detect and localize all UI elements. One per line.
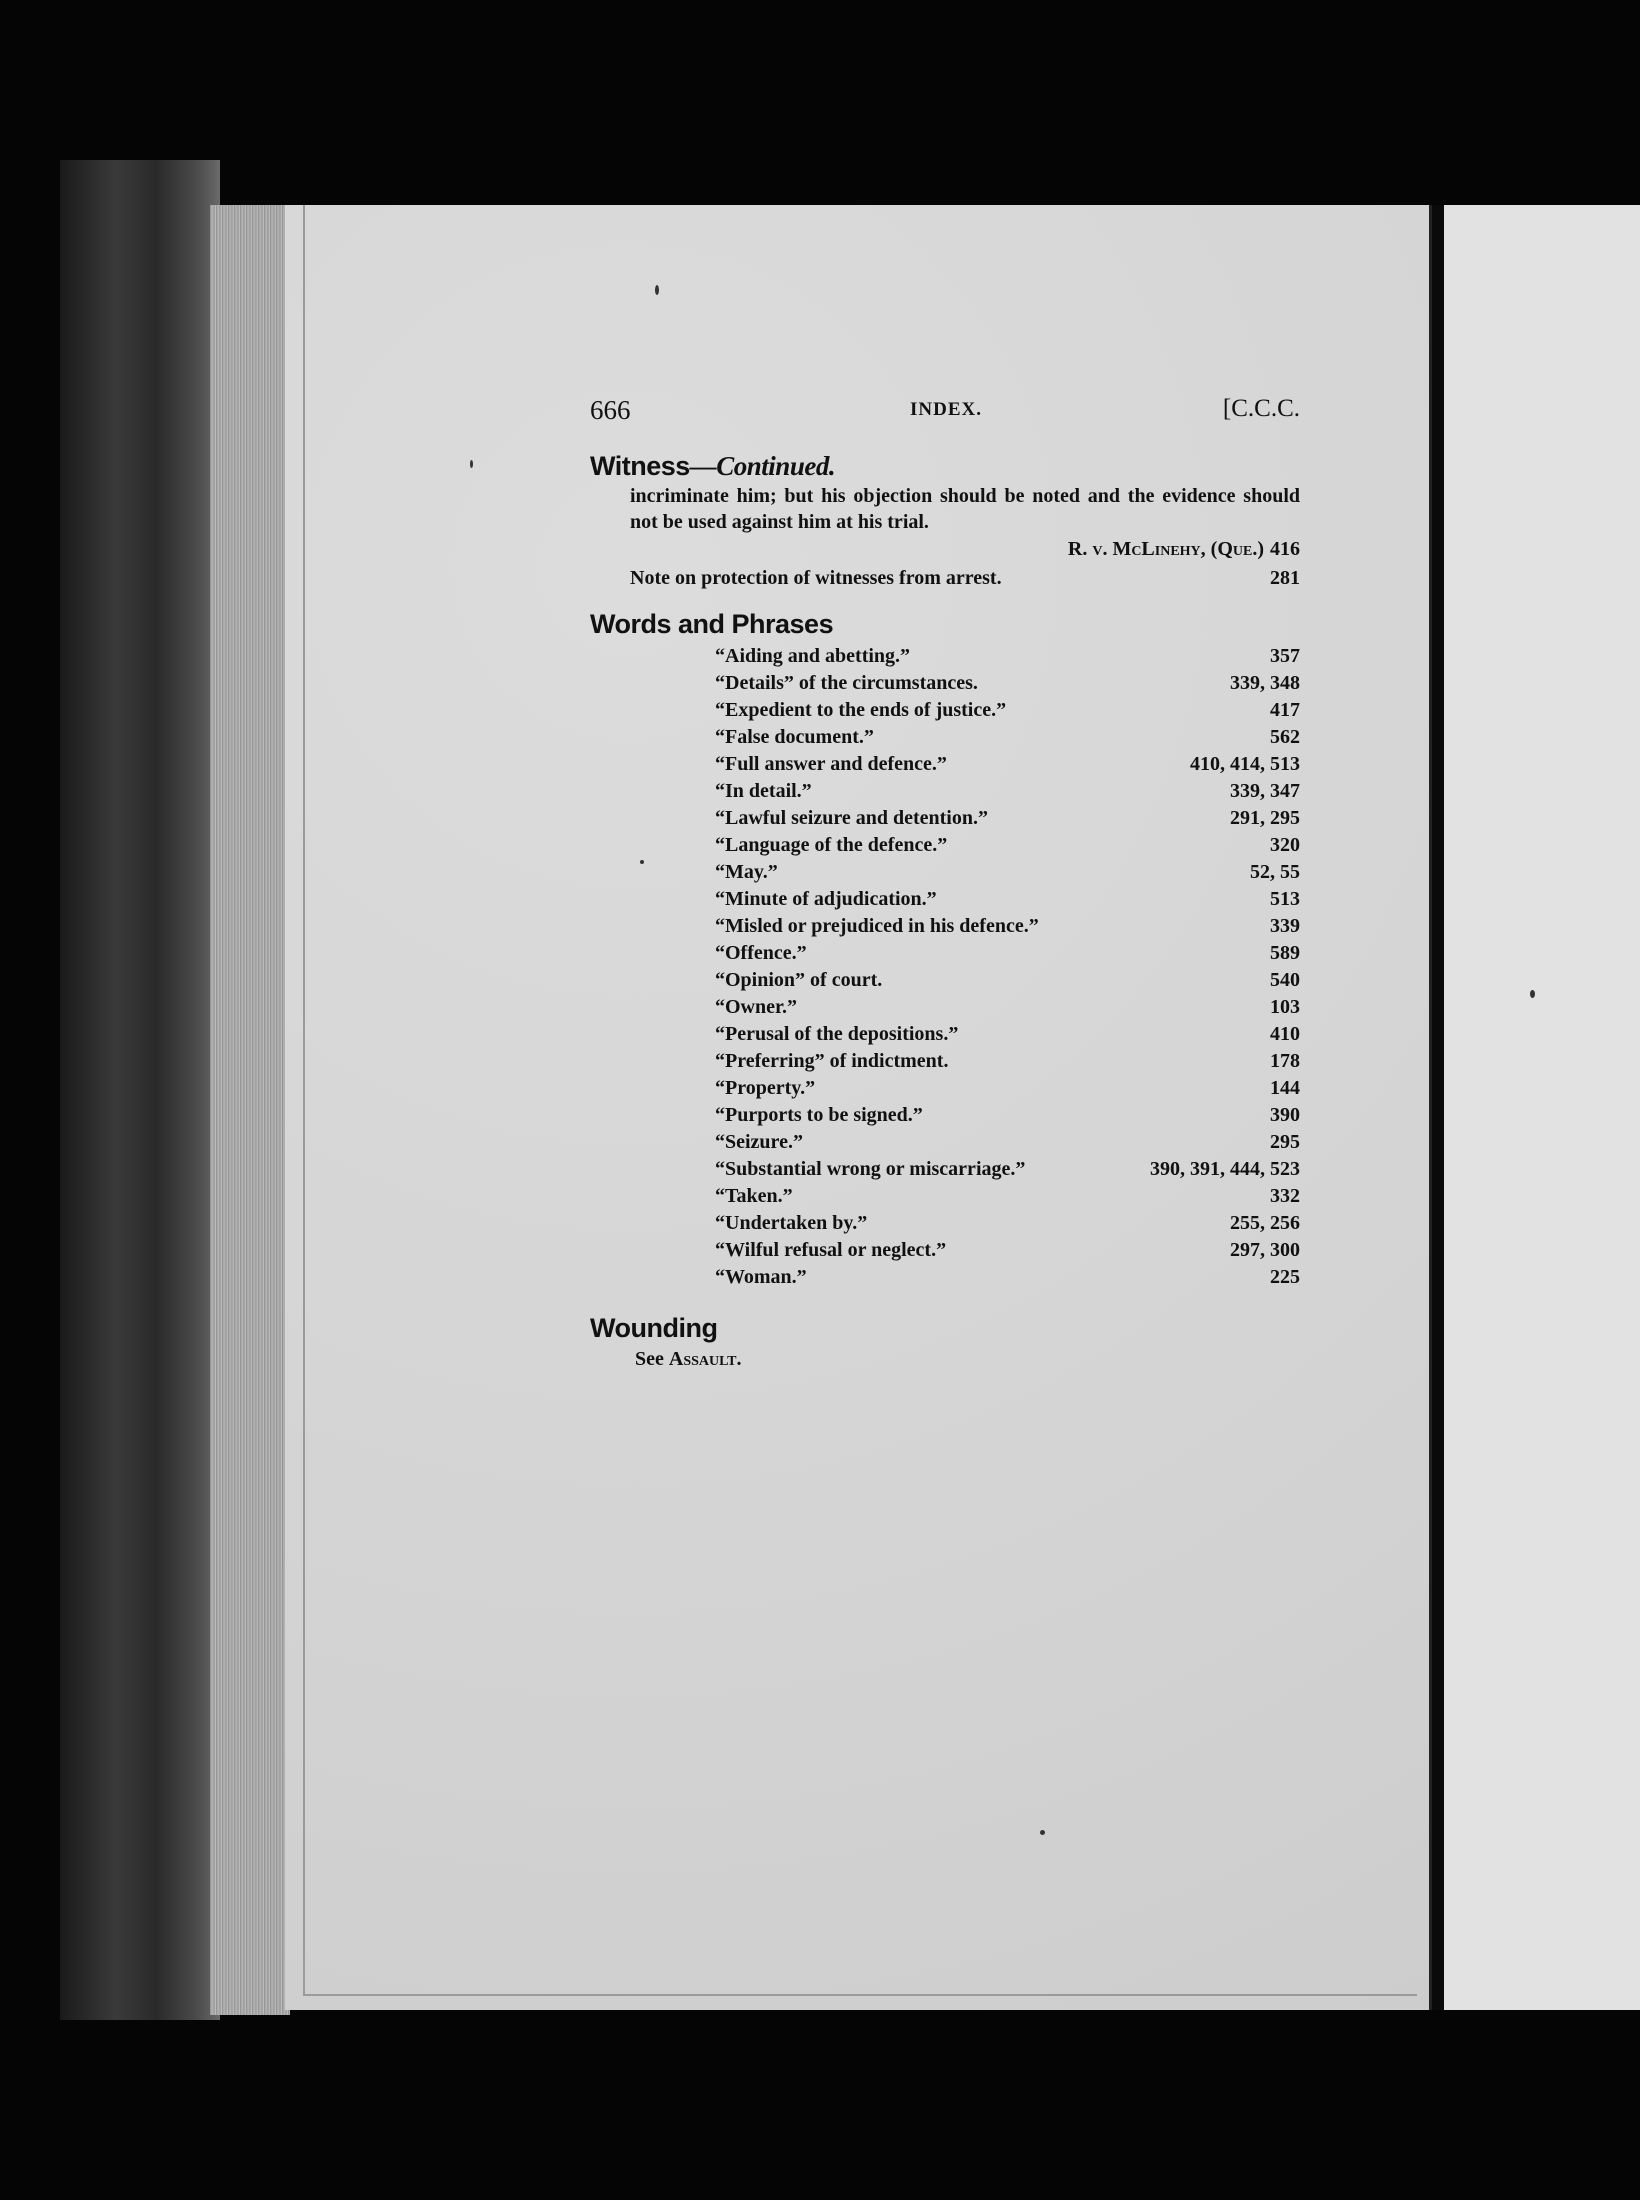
- phrase-text: “Language of the defence.”: [715, 834, 948, 856]
- phrase-entry: [715, 1129, 1300, 1156]
- phrase-pages: 417: [1270, 699, 1300, 721]
- facing-page: [1444, 205, 1640, 2010]
- phrase-entry: [715, 643, 1300, 670]
- phrase-entry: [715, 778, 1300, 805]
- see-reference: [635, 1345, 1300, 1373]
- page-number: 666: [590, 395, 631, 425]
- phrase-pages: 103: [1270, 996, 1300, 1018]
- phrase-text: “Property.”: [715, 1077, 816, 1099]
- case-citation: [590, 535, 1300, 563]
- phrase-entry: [715, 886, 1300, 913]
- phrase-text: “Minute of adjudication.”: [715, 888, 937, 910]
- phrase-text: “Woman.”: [715, 1266, 807, 1288]
- series-abbreviation: [C.C.C.: [1222, 395, 1300, 422]
- phrase-entry: [715, 1075, 1300, 1102]
- phrase-pages: 225: [1270, 1266, 1300, 1288]
- phrase-pages: 332: [1270, 1185, 1300, 1207]
- phrase-text: “In detail.”: [715, 780, 812, 802]
- phrase-pages: 255, 256: [1230, 1212, 1300, 1234]
- note-page: 281: [1270, 567, 1300, 589]
- phrase-entry: [715, 724, 1300, 751]
- phrase-entry: [715, 751, 1300, 778]
- phrase-text: “May.”: [715, 861, 778, 883]
- book-cover-edge: [60, 160, 220, 2020]
- phrase-text: “Misled or prejudiced in his defence.”: [715, 915, 1039, 937]
- scan-speck: [470, 460, 473, 468]
- phrase-entry: [715, 1102, 1300, 1129]
- phrase-entry: [715, 1156, 1300, 1183]
- phrase-text: “Substantial wrong or miscarriage.”: [715, 1158, 1026, 1180]
- phrase-entry: [715, 994, 1300, 1021]
- note-entry: [630, 563, 1300, 593]
- phrase-pages: 390: [1270, 1104, 1300, 1126]
- case-page: 416: [1270, 538, 1300, 560]
- phrase-text: “False document.”: [715, 726, 874, 748]
- phrase-entry: [715, 1048, 1300, 1075]
- phrase-text: “Details” of the circumstances.: [715, 672, 978, 694]
- witness-heading-label: Witness: [590, 451, 690, 481]
- scan-speck: [1530, 990, 1535, 998]
- phrase-pages: 540: [1270, 969, 1300, 991]
- phrase-pages: 52, 55: [1250, 861, 1300, 883]
- phrase-text: “Expedient to the ends of justice.”: [715, 699, 1007, 721]
- scan-speck: [1040, 1830, 1045, 1835]
- phrase-pages: 589: [1270, 942, 1300, 964]
- witness-paragraph: incriminate him; but his objection should be noted and the evidence should not be used against him at his trial.: [630, 485, 1300, 533]
- phrase-entry: [715, 1183, 1300, 1210]
- phrase-text: “Aiding and abetting.”: [715, 645, 911, 667]
- phrase-text: “Owner.”: [715, 996, 798, 1018]
- phrase-pages: 410: [1270, 1023, 1300, 1045]
- phrase-pages: 291, 295: [1230, 807, 1300, 829]
- witness-heading: [590, 449, 1300, 483]
- phrase-entry: [715, 670, 1300, 697]
- phrase-pages: 339, 348: [1230, 672, 1300, 694]
- phrase-pages: 178: [1270, 1050, 1300, 1072]
- phrase-pages: 144: [1270, 1077, 1300, 1099]
- phrase-entry: [715, 913, 1300, 940]
- phrase-text: “Opinion” of court.: [715, 969, 883, 991]
- phrase-entry: [715, 805, 1300, 832]
- book-gutter: [1432, 205, 1444, 2010]
- see-target: Assault.: [668, 1348, 742, 1370]
- phrase-pages: 339, 347: [1230, 780, 1300, 802]
- wounding-heading: Wounding: [590, 1313, 718, 1343]
- page-header: [590, 395, 1300, 435]
- phrase-pages: 562: [1270, 726, 1300, 748]
- scan-speck: [655, 285, 659, 295]
- phrase-text: “Preferring” of indictment.: [715, 1050, 949, 1072]
- phrase-text: “Taken.”: [715, 1185, 793, 1207]
- phrase-text: “Seizure.”: [715, 1131, 803, 1153]
- phrase-pages: 295: [1270, 1131, 1300, 1153]
- phrase-pages: 357: [1270, 645, 1300, 667]
- phrase-entry: [715, 859, 1300, 886]
- phrase-pages: 513: [1270, 888, 1300, 910]
- phrase-entry: [715, 1021, 1300, 1048]
- phrase-text: “Perusal of the depositions.”: [715, 1023, 959, 1045]
- phrase-entry: [715, 940, 1300, 967]
- phrase-text: “Undertaken by.”: [715, 1212, 868, 1234]
- phrase-entry: [715, 1237, 1300, 1264]
- case-name: R. v. McLinehy, (Que.): [1067, 538, 1264, 560]
- phrase-text: “Lawful seizure and detention.”: [715, 807, 988, 829]
- phrase-list: [590, 643, 1300, 1291]
- see-prefix: See: [635, 1348, 664, 1370]
- phrase-pages: 410, 414, 513: [1190, 753, 1300, 775]
- words-and-phrases-heading: Words and Phrases: [590, 609, 834, 639]
- running-title: INDEX.: [910, 399, 982, 420]
- continued-label: —Continued.: [689, 451, 836, 481]
- phrase-entry: [715, 1264, 1300, 1291]
- phrase-pages: 339: [1270, 915, 1300, 937]
- phrase-entry: [715, 697, 1300, 724]
- note-text: Note on protection of witnesses from arrest.: [630, 567, 1002, 589]
- phrase-text: “Purports to be signed.”: [715, 1104, 923, 1126]
- phrase-entry: [715, 967, 1300, 994]
- index-page-content: [590, 395, 1300, 1373]
- phrase-text: “Full answer and defence.”: [715, 753, 947, 775]
- phrase-text: “Wilful refusal or neglect.”: [715, 1239, 947, 1261]
- phrase-entry: [715, 1210, 1300, 1237]
- phrase-pages: 320: [1270, 834, 1300, 856]
- phrase-text: “Offence.”: [715, 942, 807, 964]
- phrase-entry: [715, 832, 1300, 859]
- phrase-pages: 390, 391, 444, 523: [1150, 1158, 1300, 1180]
- phrase-pages: 297, 300: [1230, 1239, 1300, 1261]
- page-stack-edge: [210, 205, 290, 2015]
